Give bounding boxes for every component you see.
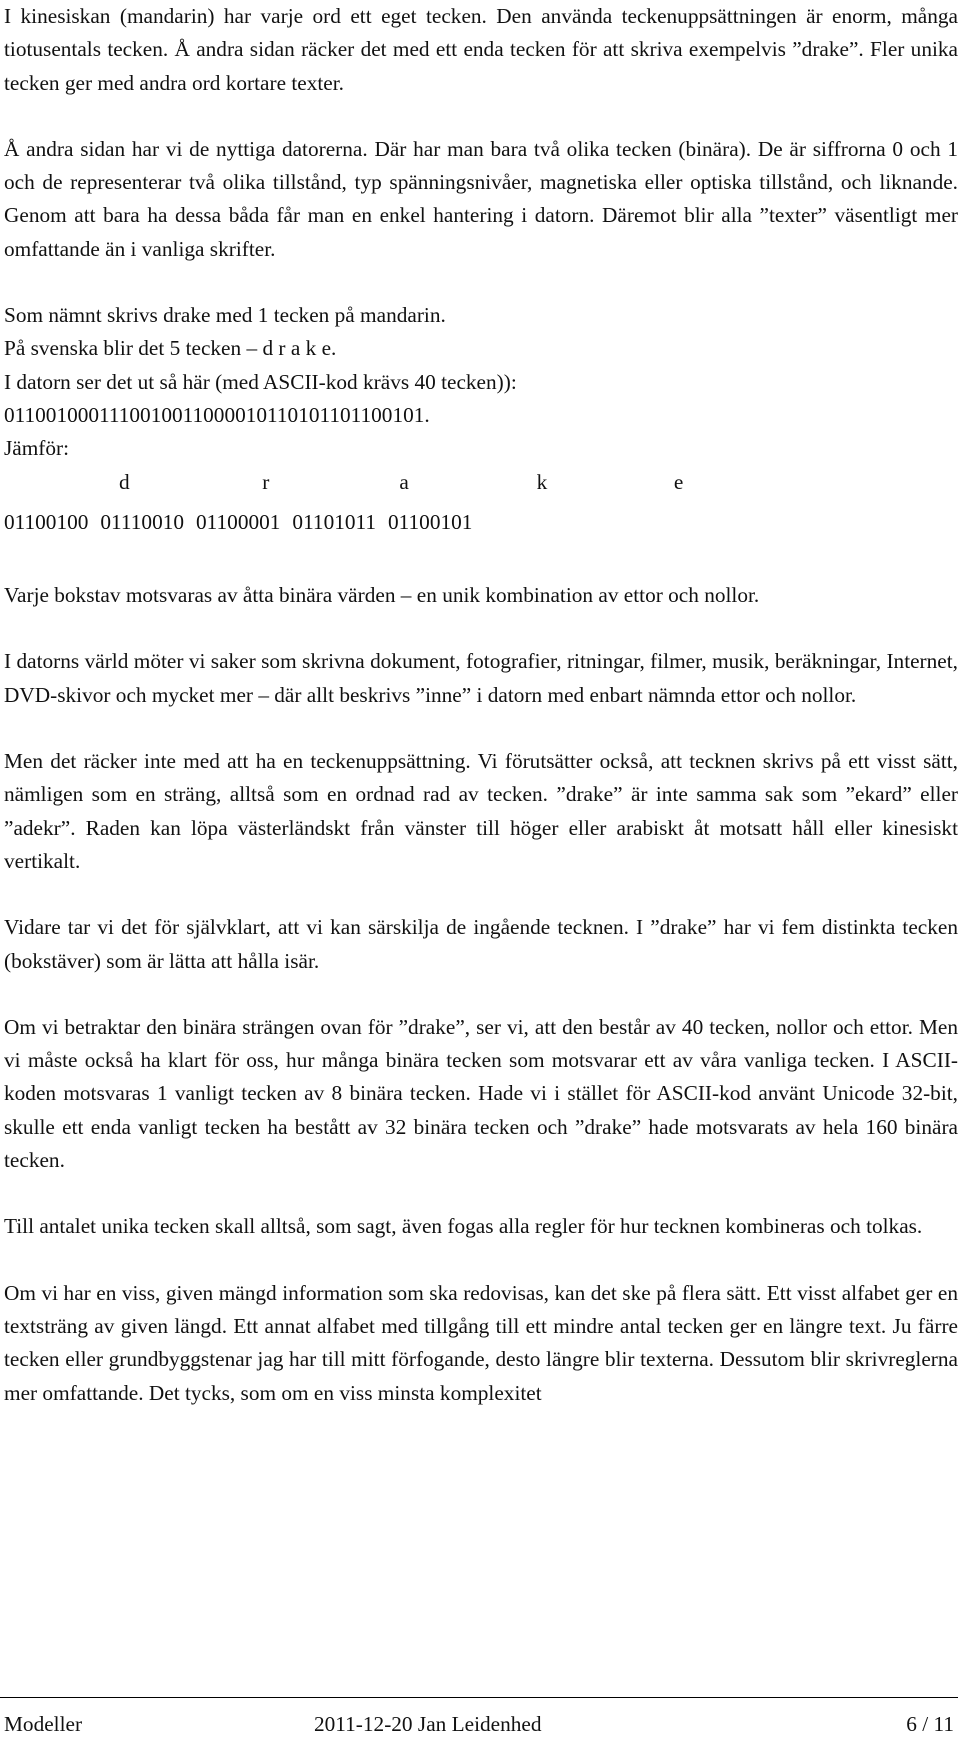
line-ascii: I datorn ser det ut så här (med ASCII-kod krävs 40 tecken)): (4, 369, 517, 394)
page-footer (0, 1697, 958, 1748)
drake-example (4, 299, 958, 465)
line-binary-string: 0110010001110010011000010110101101100101. (4, 402, 430, 427)
letter-e: e (673, 469, 684, 494)
letter-a: a (399, 469, 409, 494)
letter-k: k (536, 469, 548, 494)
paragraph-mandarin: I kinesiskan (mandarin) har varje ord ett eget tecken. Den använda teckenuppsättningen är enorm, många tiotusentals tecken. Å andra sidan räcker det med ett enda tecken för att skriva exempelvis ”drake”. Fler unika tecken ger med andra ord kortare texter. (4, 4, 958, 95)
letter-r: r (262, 469, 270, 494)
document-page (4, 0, 958, 1410)
paragraph-complexity: Om vi har en viss, given mängd information som ska redovisas, kan det ske på flera sätt. Ett visst alfabet ger en textsträng av given längd. Ett annat alfabet med tillgång till ett mindre antal tecken ger en längre text. Ju färre tecken eller grundbyggstenar jag har till mitt förfogande, desto längre blir texterna. Dessutom blir skrivreglerna mer omfattande. Det tycks, som om en viss minsta komplexitet (4, 1280, 958, 1405)
paragraph-computer-world: I datorns värld möter vi saker som skrivna dokument, fotografier, ritningar, filmer, musik, beräkningar, Internet, DVD-skivor och mycket mer – där allt beskrivs ”inne” i datorn med enbart nämnda ettor och nollor. (4, 649, 958, 707)
paragraph-rules: Till antalet unika tecken skall alltså, som sagt, även fogas alla regler för hur tecknen kombineras och tolkas. (4, 1214, 923, 1239)
paragraph-computers: Å andra sidan har vi de nyttiga datorerna. Där har man bara två olika tecken (binära). De är siffrorna 0 och 1 och de representerar två olika tillstånd, typ spänningsnivåer, magnetiska eller optiska tillstånd, och liknande. Genom att bara ha dessa båda får man en enkel hantering i datorn. Däremot blir alla ”texter” väsentligt mer omfattande än i vanliga skrifter. (4, 136, 958, 261)
footer-title: Modeller (4, 1712, 83, 1736)
letter-d: d (119, 469, 130, 494)
comparison-letters (119, 466, 804, 499)
paragraph-binary-length: Om vi betraktar den binära strängen ovan för ”drake”, ser vi, att den består av 40 tecken, nollor och ettor. Men vi måste också ha klart för oss, hur många binära tecken som motsvarar ett av våra vanliga tecken. I ASCII-koden motsvaras 1 vanligt tecken av 8 binära tecken. Hade vi i stället för ASCII-kod använt Unicode 32-bit, skulle ett enda vanligt tecken ha bestått av 32 binära tecken och ”drake” hade motsvarats av hela 160 binära tecken. (4, 1014, 958, 1173)
paragraph-eight-bits: Varje bokstav motsvaras av åtta binära värden – en unik kombination av ettor och nollor. (4, 583, 760, 608)
code-k: 01101011 (292, 509, 377, 534)
code-d: 01100100 (4, 509, 89, 534)
paragraph-distinct-characters: Vidare tar vi det för självklart, att vi kan särskilja de ingående tecknen. I ”drake” har vi fem distinkta tecken (bokstäver) som är lätta att hålla isär. (4, 915, 958, 973)
comparison-codes (4, 506, 958, 539)
line-mandarin: Som nämnt skrivs drake med 1 tecken på mandarin. (4, 303, 446, 328)
footer-page-number: 6 / 11 (906, 1712, 954, 1736)
footer-date-author: 2011-12-20 Jan Leidenhed (314, 1712, 542, 1736)
paragraph-string-order: Men det räcker inte med att ha en teckenuppsättning. Vi förutsätter också, att tecknen skrivs på ett visst sätt, nämligen som en sträng, alltså som en ordnad rad av tecken. ”drake” är inte samma sak som ”ekard” eller ”adekr”. Raden kan löpa västerländskt från vänster till höger eller arabiskt åt motsatt håll eller kinesiskt vertikalt. (4, 749, 958, 873)
line-swedish: På svenska blir det 5 tecken – d r a k e. (4, 336, 337, 361)
code-e: 01100101 (388, 509, 473, 534)
code-r: 01110010 (100, 509, 185, 534)
code-a: 01100001 (196, 509, 281, 534)
line-compare: Jämför: (4, 436, 70, 461)
